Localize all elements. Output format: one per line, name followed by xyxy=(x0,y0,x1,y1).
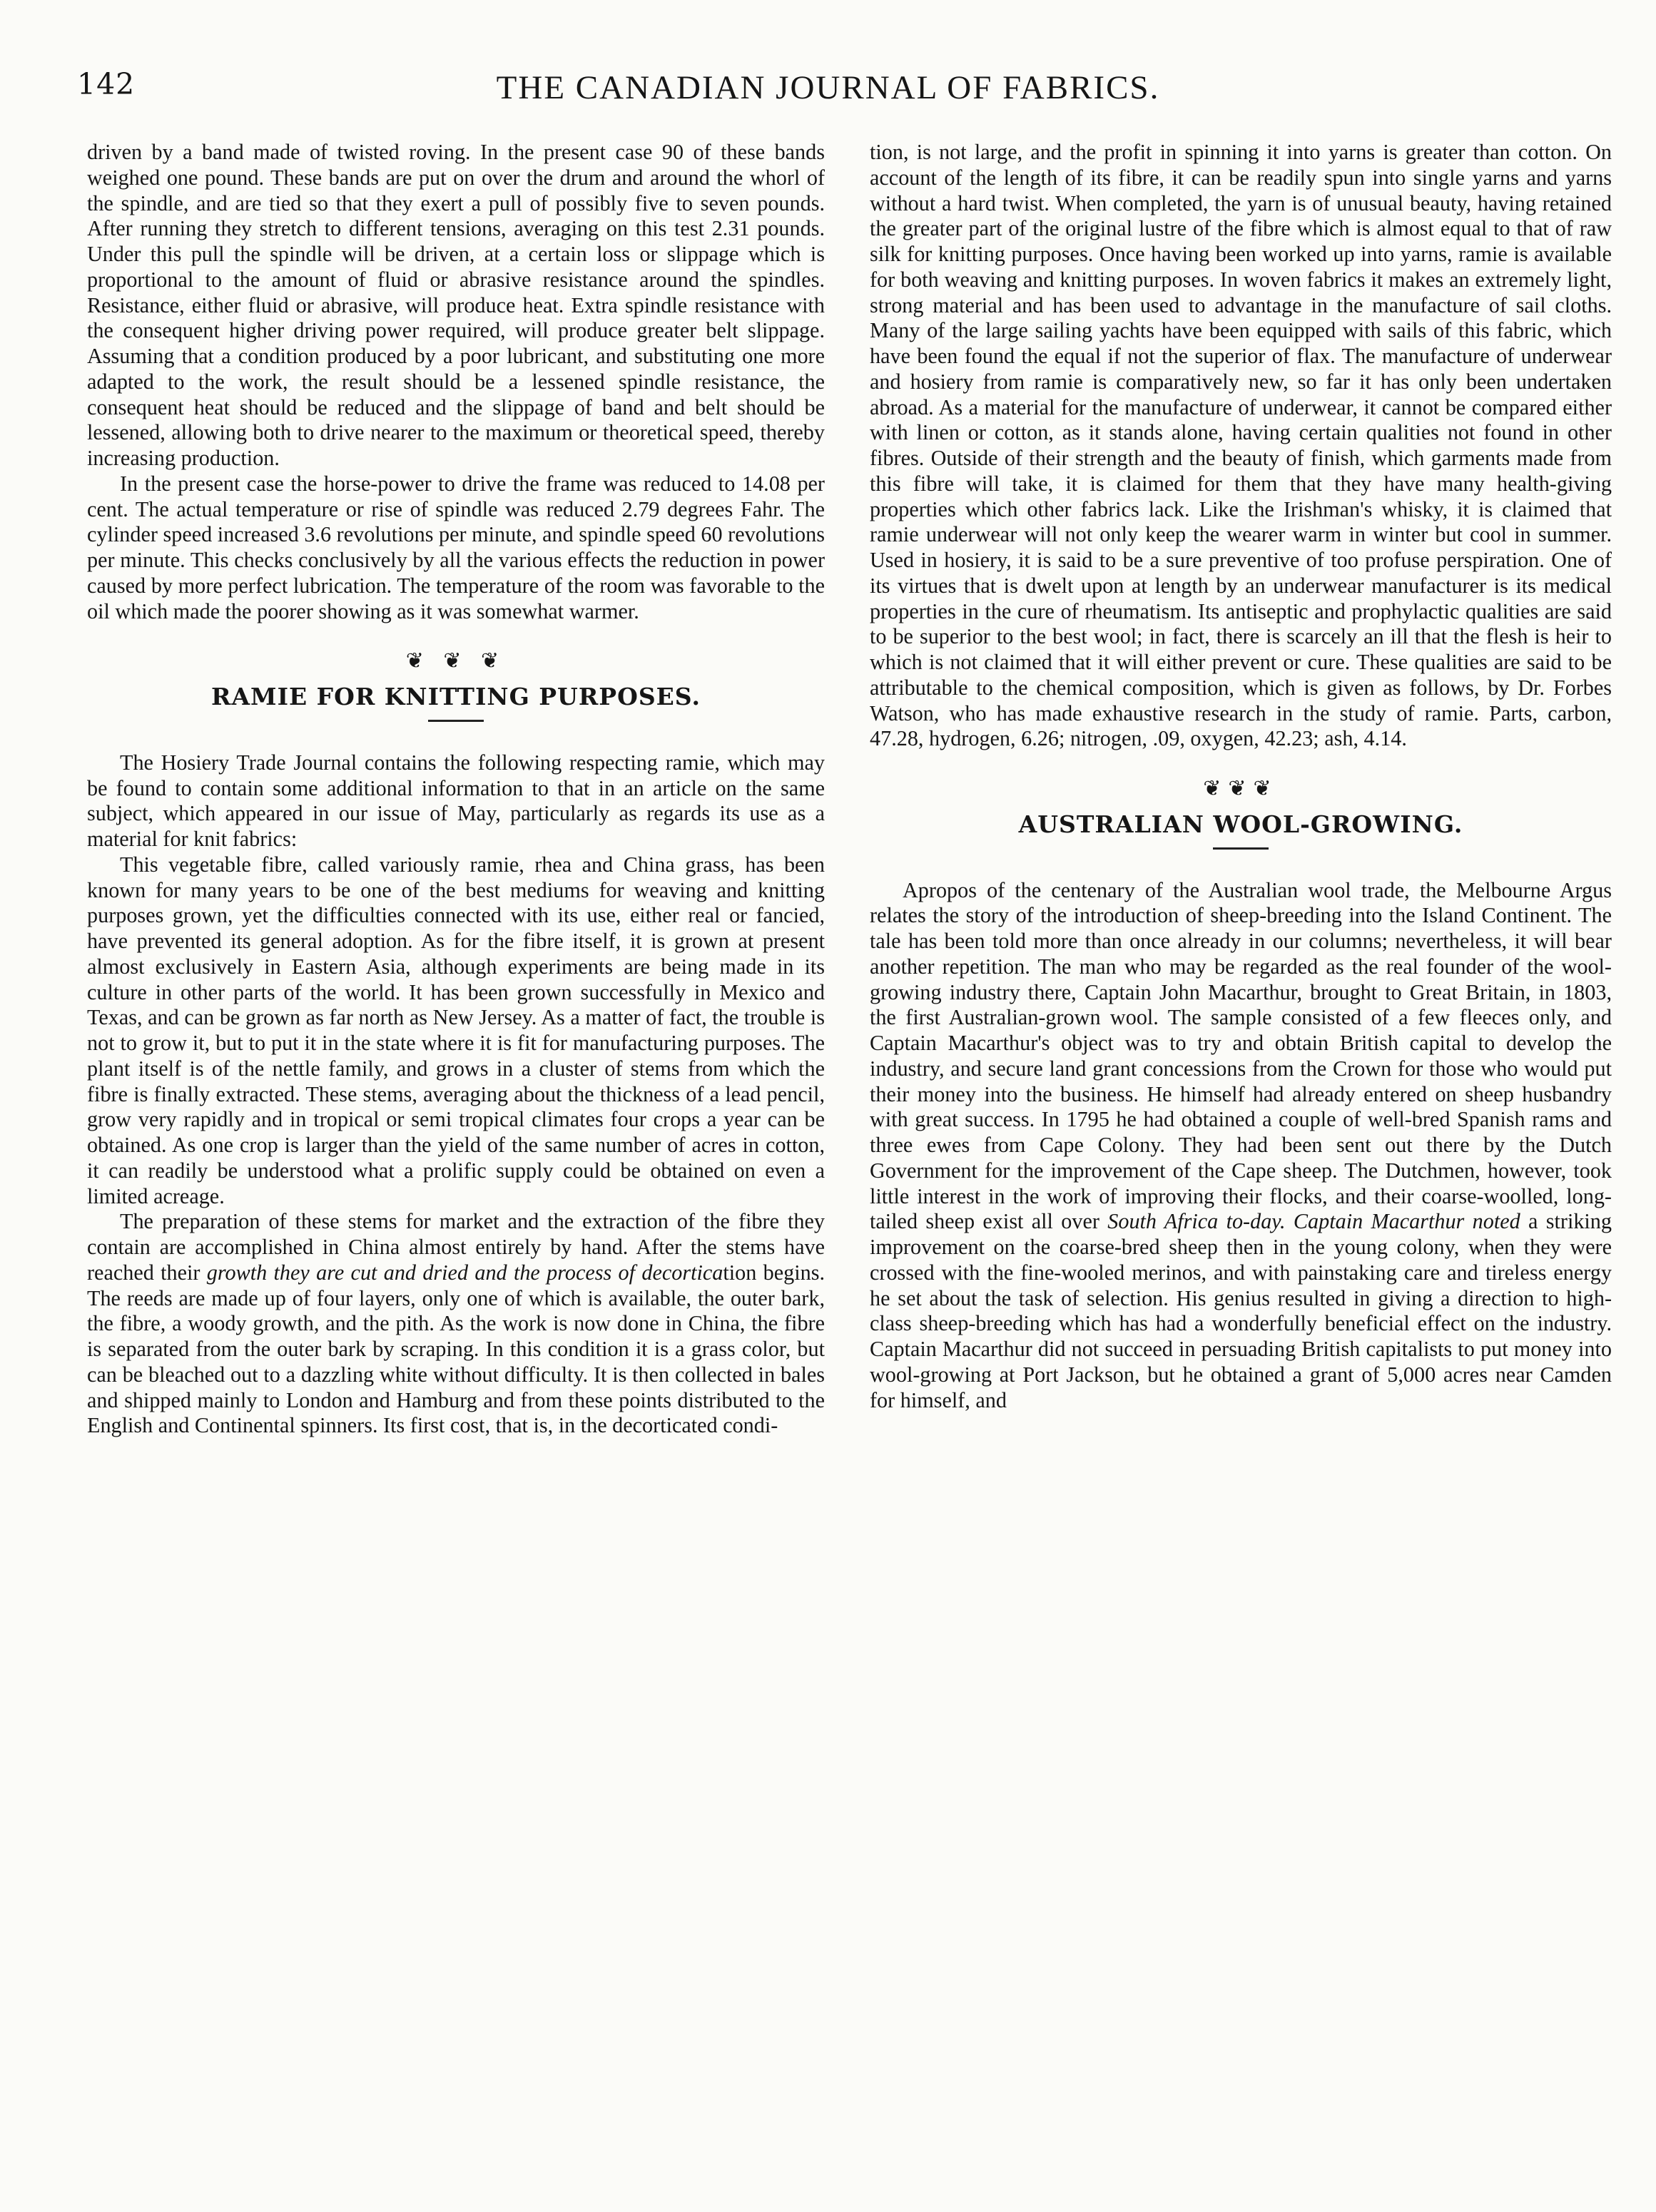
left-column xyxy=(87,140,825,2183)
italic-text: growth they are cut and dried and the process of decortica xyxy=(206,1260,723,1285)
section-ornament: ❦ ❦ ❦ xyxy=(405,649,507,673)
section-ornament: ❦❦❦ xyxy=(1203,777,1279,800)
italic-text: South Africa to-day. Captain Macarthur noted xyxy=(1107,1209,1520,1234)
paragraph: In the present case the horse-power to drive the frame was reduced to 14.08 per cent. The actual temperature or rise of spindle was reduced 2.79 degrees Fahr. The cylinder speed increased 3.6 revolutions per minute, and spindle speed 60 revolutions per minute. This checks conclusively by all the various effects the reduction in power caused by more perfect lubrication. The temperature of the room was favorable to the oil which made the poorer showing as it was somewhat warmer. xyxy=(87,471,825,623)
section-title: RAMIE FOR KNITTING PURPOSES. xyxy=(211,683,701,710)
paragraph-text: a striking improvement on the coarse-bred sheep then in the young colony, when they were crossed with the fine-wooled merinos, and with painstaking care and tireless energy he set about the task of selection. His genius resulted in giving a direction to high-class sheep-breeding which has had a wonderfully beneficial effect on the industry. Captain Macarthur did not succeed in persuading British capitalists to put money into wool-growing at Port Jackson, but he obtained a grant of 5,000 acres near Camden for himself, and xyxy=(870,1209,1612,1412)
paragraph-text: Apropos of the centenary of the Australian wool trade, the Melbourne Argus relates the story of the introduction of sheep-breeding into the Island Continent. The tale has been told more than once already in our columns; nevertheless, it will bear another repetition. The man who may be regarded as the real founder of the wool-growing industry there, Captain John Macarthur, brought to Great Britain, in 1803, the first Australian-grown wool. The sample consisted of a few fleeces only, and Captain Macarthur's object was to try and obtain British capital to develop the industry, and secure land grant concessions from the Crown for those who would put their money into the business. He himself had already entered on sheep husbandry with great success. In 1795 he had obtained a couple of well-bred Spanish rams and three ewes from Cape Colony. They had been sent out there by the Dutch Government for the improvement of the Cape sheep. The Dutchmen, however, took little interest in the work of improving their flocks, and their coarse-woolled, long-tailed sheep exist all over xyxy=(870,877,1612,1234)
paragraph: driven by a band made of twisted roving. In the present case 90 of these bands weighed one pound. These bands are put on over the drum and around the whorl of the spindle, and are tied so that they exert a pull of possibly five to seven pounds. After running they stretch to different tensions, averaging on this test 2.31 pounds. Under this pull the spindle will be driven, at a certain loss or slippage which is proportional to the amount of fluid or abrasive resistance around the spindles. Resistance, either fluid or abrasive, will produce heat. Extra spindle resistance with the consequent higher driving power required, will produce greater belt slippage. Assuming that a condition produced by a poor lubricant, and substituting one more adapted to the work, the result should be a lessened spindle resistance, the consequent heat should be reduced and the slippage of band and belt should be lessened, allowing both to drive nearer to the maximum or theoretical speed, thereby increasing production. xyxy=(87,140,825,470)
paragraph xyxy=(870,878,1612,1414)
right-column xyxy=(870,140,1612,2183)
paragraph: tion, is not large, and the profit in spinning it into yarns is greater than cotton. On account of the length of its fibre, it can be readily spun into single yarns and yarns without a hard twist. When completed, the yarn is of unusual beauty, having retained the greater part of the original lustre of the fibre which is almost equal to that of raw silk for knitting purposes. Once having been worked up into yarns, ramie is available for both weaving and knitting purposes. In woven fabrics it makes an extremely light, strong material and has been used to advantage in the manufacture of sail cloths. Many of the large sailing yachts have been equipped with sails of this fabric, which have been found the equal if not the superior of flax. The manufacture of underwear and hosiery from ramie is comparatively new, so far it has only been undertaken abroad. As a material for the manufacture of underwear, it cannot be compared either with linen or cotton, as it stands alone, having certain qualities not found in other fibres. Outside of their strength and the beauty of finish, which garments made from this fibre will take, it is claimed for them that they have many health-giving properties which other fabrics lack. Like the Irishman's whisky, it is claimed that ramie underwear will not only keep the wearer warm in winter but cool in summer. Used in hosiery, it is said to be a sure preventive of too profuse perspiration. One of its virtues that is dwelt upon at length by an underwear manufacturer is its medical properties in the cure of rheumatism. Its antiseptic and prophylactic qualities are said to be superior to the best wool; in fact, there is scarcely an ill that the flesh is heir to which is not claimed that it will either prevent or cure. These qualities are said to be attributable to the chemical composition, which is given as follows, by Dr. Forbes Watson, who has made exhaustive research in the study of ramie. Parts, carbon, 47.28, hydrogen, 6.26; nitrogen, .09, oxygen, 42.23; ash, 4.14. xyxy=(870,140,1612,751)
journal-title: THE CANADIAN JOURNAL OF FABRICS. xyxy=(496,69,1160,106)
page-number: 142 xyxy=(77,67,136,101)
section-title: AUSTRALIAN WOOL-GROWING. xyxy=(1018,810,1463,838)
paragraph: The Hosiery Trade Journal contains the following respecting ramie, which may be found to contain some additional information to that in an article on the same subject, which appeared in our issue of May, particularly as regards its use as a material for knit fabrics: xyxy=(87,750,825,851)
paragraph-text: The preparation of these stems for market and the extraction of the fibre they contain are accomplished in China almost entirely by hand. After the stems have reached their xyxy=(87,1209,825,1285)
paragraph xyxy=(87,1209,825,1439)
paragraph-text: tion begins. The reeds are made up of four layers, only one of which is available, the outer bark, the fibre, a woody growth, and the pith. As the work is now done in China, the fibre is separated from the outer bark by scraping. In this condition it is a grass color, but can be bleached out to a dazzling white without difficulty. It is then collected in bales and shipped mainly to London and Hamburg and from these points distributed to the English and Continental spinners. Its first cost, that is, in the decorticated condi- xyxy=(87,1260,825,1438)
title-rule xyxy=(428,720,484,722)
paragraph: This vegetable fibre, called variously ramie, rhea and China grass, has been known for many years to be one of the best mediums for weaving and knitting purposes grown, yet the difficulties connected with its use, either real or fancied, have prevented its general adoption. As for the fibre itself, it is grown at present almost exclusively in Eastern Asia, although experiments are being made in its culture in other parts of the world. It has been grown successfully in Mexico and Texas, and can be grown as far north as New Jersey. As a matter of fact, the trouble is not to grow it, but to put it in the state where it is fit for manufacturing purposes. The plant itself is of the nettle family, and grows in a cluster of stems from which the fibre is finally extracted. These stems, averaging about the thickness of a lead pencil, grow very rapidly and in tropical or semi tropical climates four crops a year can be obtained. As one crop is larger than the yield of the same number of acres in cotton, it can readily be understood what a prolific supply could be obtained on even a limited acreage. xyxy=(87,852,825,1208)
title-rule xyxy=(1213,847,1269,850)
